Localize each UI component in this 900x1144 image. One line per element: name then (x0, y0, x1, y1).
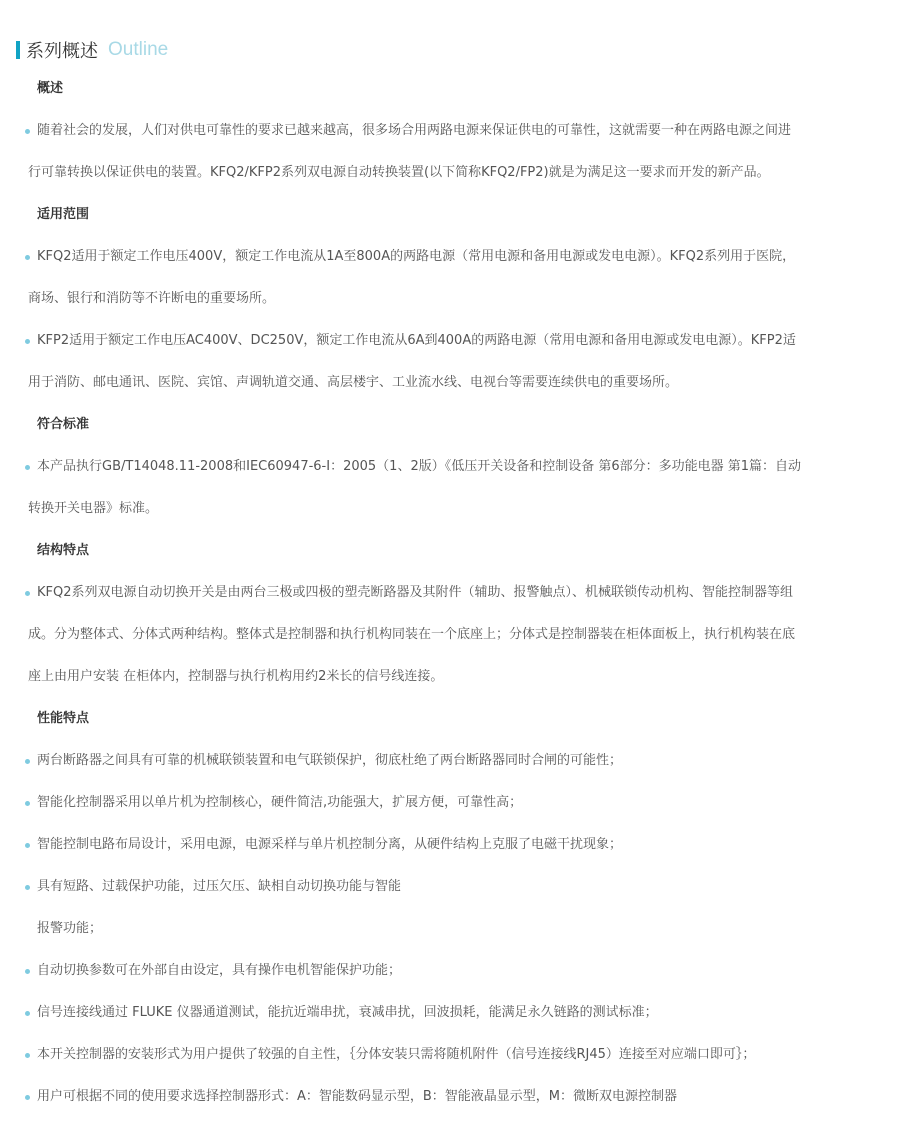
paragraph-line (0, 992, 900, 1034)
paragraph-line (0, 824, 900, 866)
paragraph-text: 智能化控制器采用以单片机为控制核心，硬件简洁,功能强大，扩展方便，可靠性高； (37, 795, 523, 810)
bullet-icon (25, 255, 30, 260)
bullet-icon (25, 1053, 30, 1058)
paragraph-line (0, 152, 900, 194)
bullet-icon (25, 129, 30, 134)
bullet-icon (25, 465, 30, 470)
paragraph-text: 商场、银行和消防等不许断电的重要场所。 (28, 291, 276, 306)
title-accent-bar (16, 41, 20, 59)
paragraph-line (0, 782, 900, 824)
bullet-icon (25, 969, 30, 974)
paragraph-text: 自动切换参数可在外部自由设定，具有操作电机智能保护功能； (37, 963, 402, 978)
bullet-icon (25, 339, 30, 344)
paragraph-text: 报警功能； (37, 921, 103, 936)
paragraph-text: 成。分为整体式、分体式两种结构。整体式是控制器和执行机构同装在一个底座上；分体式是控制器装在柜体面板上，执行机构装在底 (28, 627, 796, 642)
section-heading: 概述 (37, 81, 64, 96)
paragraph-text: 座上由用户安装 在柜体内，控制器与执行机构用约2米长的信号线连接。 (28, 669, 444, 684)
paragraph-line (0, 488, 900, 530)
paragraph-text: 具有短路、过载保护功能，过压欠压、缺相自动切换功能与智能 (37, 879, 402, 894)
bullet-icon (25, 759, 30, 764)
paragraph-text: KFQ2适用于额定工作电压400V，额定工作电流从1A至800A的两路电源（常用电源和备用电源或发电电源）。KFQ2系列用于医院， (37, 249, 796, 264)
paragraph-line (0, 278, 900, 320)
paragraph-text: 本开关控制器的安装形式为用户提供了较强的自主性，｛分体安装只需将随机附件（信号连接线RJ45）连接至对应端口即可｝； (37, 1047, 756, 1062)
paragraph-line (0, 656, 900, 698)
paragraph-text: KFP2适用于额定工作电压AC400V、DC250V，额定工作电流从6A到400A的两路电源（常用电源和备用电源或发电电源）。KFP2适 (37, 333, 796, 348)
paragraph-text: 本产品执行GB/T14048.11-2008和IEC60947-6-I：2005（1、2版）《低压开关设备和控制设备 第6部分：多功能电器 第1篇：自动 (37, 459, 802, 474)
paragraph-line (0, 614, 900, 656)
paragraph-line (0, 320, 900, 362)
bullet-icon (25, 801, 30, 806)
paragraph-line (0, 740, 900, 782)
paragraph-text: 用于消防、邮电通讯、医院、宾馆、声调轨道交通、高层楼宇、工业流水线、电视台等需要连续供电的重要场所。 (28, 375, 679, 390)
bullet-icon (25, 1095, 30, 1100)
bullet-icon (25, 843, 30, 848)
paragraph-line (0, 362, 900, 404)
paragraph-text: 转换开关电器》标准。 (28, 501, 159, 516)
paragraph-text: 信号连接线通过 FLUKE 仪器通道测试，能抗近端串扰，衰减串扰，回波损耗，能满足永久链路的测试标准； (37, 1005, 658, 1020)
paragraph-line (0, 1034, 900, 1076)
paragraph-line (0, 908, 900, 950)
title-english: Outline (108, 39, 169, 60)
paragraph-line (0, 1076, 900, 1118)
bullet-icon (25, 1011, 30, 1016)
section-heading: 性能特点 (37, 711, 90, 726)
paragraph-text: 随着社会的发展，人们对供电可靠性的要求已越来越高，很多场合用两路电源来保证供电的可靠性，这就需要一种在两路电源之间进 (37, 123, 792, 138)
paragraph-line (0, 446, 900, 488)
paragraph-text: 行可靠转换以保证供电的装置。KFQ2/KFP2系列双电源自动转换装置(以下简称KFQ2/FP2)就是为满足这一要求而开发的新产品。 (28, 165, 770, 180)
paragraph-text: KFQ2系列双电源自动切换开关是由两台三极或四极的塑壳断路器及其附件（辅助、报警触点）、机械联锁传动机构、智能控制器等组 (37, 585, 794, 600)
paragraph-text: 智能控制电路布局设计，采用电源，电源采样与单片机控制分离，从硬件结构上克服了电磁干扰现象； (37, 837, 623, 852)
section-heading: 适用范围 (37, 207, 90, 222)
paragraph-line (0, 950, 900, 992)
paragraph-line (0, 572, 900, 614)
paragraph-line (0, 110, 900, 152)
paragraph-line (0, 866, 900, 908)
page-title (16, 38, 168, 62)
paragraph-text: 两台断路器之间具有可靠的机械联锁装置和电气联锁保护，彻底杜绝了两台断路器同时合闸的可能性； (37, 753, 623, 768)
paragraph-text: 用户可根据不同的使用要求选择控制器形式：A：智能数码显示型，B：智能液晶显示型，M：微断双电源控制器 (37, 1089, 678, 1104)
bullet-icon (25, 885, 30, 890)
section-heading: 符合标准 (37, 417, 90, 432)
title-chinese: 系列概述 (26, 41, 98, 62)
paragraph-line (0, 236, 900, 278)
bullet-icon (25, 591, 30, 596)
section-heading: 结构特点 (37, 543, 90, 558)
document-body (0, 68, 900, 1118)
